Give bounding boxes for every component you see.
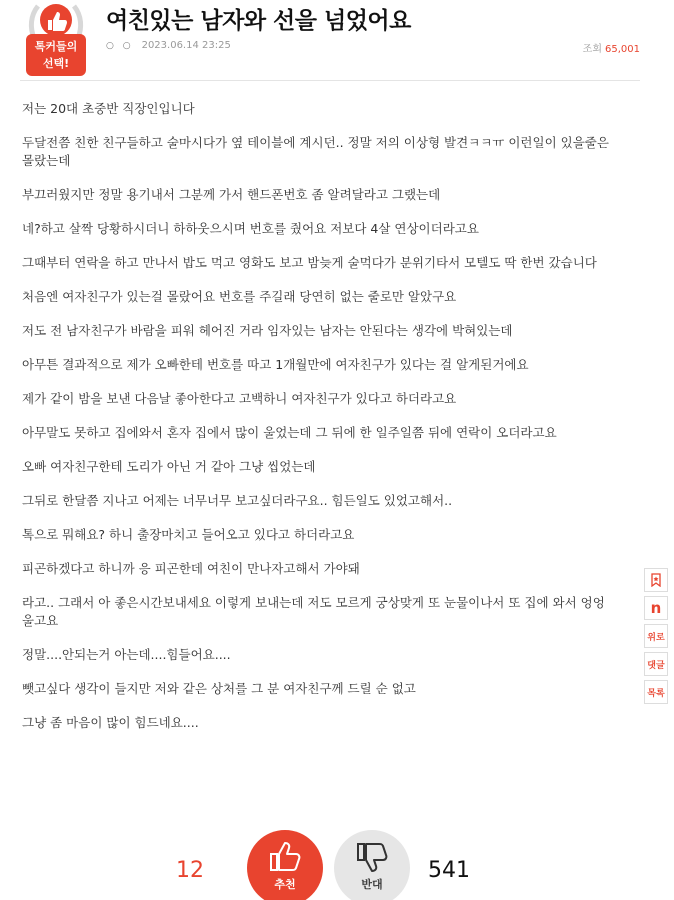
upvote-count: 12 [176,858,204,883]
view-count [583,40,640,55]
floating-action-bar [644,568,668,704]
body-paragraph: 두달전쯤 친한 친구들하고 술마시다가 옆 테이블에 계시던.. 정말 저의 이상형 발견ㅋㅋㅠ 이런일이 있을줄은 몰랐는데 [22,135,609,168]
comfort-button[interactable]: 위로 [644,624,668,648]
body-paragraph: 톡으로 뭐해요? 하니 출장마치고 들어오고 있다고 하더라고요 [22,527,355,542]
post-title: 여친있는 남자와 선을 넘었어요 [106,8,411,34]
post-body [22,100,642,748]
downvote-label: 반대 [361,878,383,891]
talker-choice-badge [26,0,86,78]
thumbs-up-icon [267,840,303,874]
views-label: 조회 [582,44,602,55]
bookmark-icon [649,573,663,587]
vote-area [0,826,674,900]
bookmark-button[interactable] [644,568,668,592]
body-paragraph: 정말....안되는거 아는데....힘들어요.... [22,647,231,662]
body-paragraph: 처음엔 여자친구가 있는걸 몰랐어요 번호를 주길래 당연히 없는 줄로만 알았구요 [22,289,457,304]
body-paragraph: 저도 전 남자친구가 바람을 피워 헤어진 거라 임자있는 남자는 안된다는 생각에 박혀있는데 [22,323,513,338]
body-paragraph: 부끄러웠지만 정말 용기내서 그분께 가서 핸드폰번호 좀 알려달라고 그랬는데 [22,187,441,202]
body-paragraph: 네?하고 살짝 당황하시더니 하하웃으시며 번호를 줬어요 저보다 4살 연상이더라고요 [22,221,479,236]
downvote-count: 541 [428,858,470,883]
post-date: 2023.06.14 23:25 [141,40,231,51]
list-button[interactable]: 목록 [644,680,668,704]
body-paragraph: 제가 같이 밤을 보낸 다음날 좋아한다고 고백하니 여자친구가 있다고 하더라고요 [22,391,457,406]
body-paragraph: 라고.. 그래서 아 좋은시간보내세요 이렇게 보내는데 저도 모르게 궁상맞게 또 눈물이나서 또 집에 와서 엉엉 울고요 [22,595,605,628]
body-paragraph: 저는 20대 초중반 직장인입니다 [22,101,195,116]
body-paragraph: 그때부터 연락을 하고 만나서 밥도 먹고 영화도 보고 밤늦게 술먹다가 분위기타서 모텔도 딱 한번 갔습니다 [22,255,597,270]
downvote-button[interactable] [334,830,410,900]
nate-logo-button[interactable]: n [644,596,668,620]
author-name[interactable]: ○ ○ [106,40,134,51]
body-paragraph: 오빠 여자친구한테 도리가 아닌 거 같아 그냥 씹었는데 [22,459,316,474]
body-paragraph: 그냥 좀 마음이 많이 힘드네요.... [22,715,199,730]
body-paragraph: 피곤하겠다고 하니까 응 피곤한데 여친이 만나자고해서 가야돼 [22,561,360,576]
body-paragraph: 그뒤로 한달쯤 지나고 어제는 너무너무 보고싶더라구요.. 힘든일도 있었고해서.. [22,493,453,508]
header-divider [20,80,640,81]
body-paragraph: 아무튼 결과적으로 제가 오빠한테 번호를 따고 1개월만에 여자친구가 있다는 걸 알게된거에요 [22,357,529,372]
body-paragraph: 뺏고싶다 생각이 들지만 저와 같은 상처를 그 분 여자친구께 드릴 순 없고 [22,681,416,696]
views-number: 65,001 [605,44,640,55]
post-meta [106,40,231,51]
upvote-button[interactable] [247,830,323,900]
comment-button[interactable]: 댓글 [644,652,668,676]
upvote-label: 추천 [274,878,296,891]
thumbs-down-icon [354,840,390,874]
body-paragraph: 아무말도 못하고 집에와서 혼자 집에서 많이 울었는데 그 뒤에 한 일주일쯤 뒤에 연락이 오더라고요 [22,425,557,440]
badge-label: 톡커들의 선택! [26,34,86,76]
